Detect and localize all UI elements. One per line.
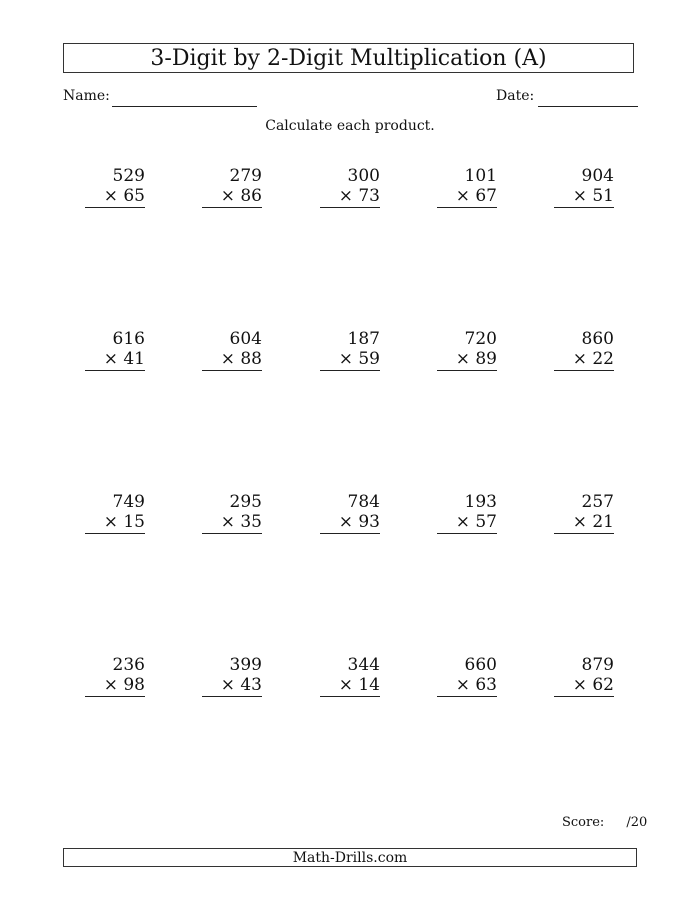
footer-site [63,848,637,867]
problem [320,329,380,371]
multiplicand: 257 [581,492,614,512]
multiplier: × 86 [202,186,262,208]
score-total: /20 [626,815,648,830]
multiplier: × 14 [320,675,380,697]
multiplier: × 62 [554,675,614,697]
multiplier: × 22 [554,349,614,371]
multiplier: × 57 [437,512,497,534]
multiplicand: 399 [229,655,262,675]
multiplicand: 616 [112,329,145,349]
multiplier: × 59 [320,349,380,371]
problem [320,655,380,697]
problem [437,329,497,371]
problem [437,166,497,208]
score-area [562,815,647,830]
multiplicand: 344 [347,655,380,675]
multiplicand: 904 [581,166,614,186]
multiplier: × 98 [85,675,145,697]
multiplicand: 660 [464,655,497,675]
multiplicand: 193 [464,492,497,512]
multiplier: × 35 [202,512,262,534]
multiplier: × 88 [202,349,262,371]
multiplier: × 67 [437,186,497,208]
multiplicand: 101 [464,166,497,186]
problem [320,166,380,208]
multiplicand: 529 [112,166,145,186]
problem [202,492,262,534]
multiplicand: 300 [347,166,380,186]
problem [320,492,380,534]
score-label: Score: [562,815,605,830]
problem [554,329,614,371]
multiplier: × 93 [320,512,380,534]
multiplicand: 604 [229,329,262,349]
multiplicand: 720 [464,329,497,349]
multiplier: × 41 [85,349,145,371]
problem [554,655,614,697]
problem [437,655,497,697]
multiplier: × 43 [202,675,262,697]
multiplicand: 784 [347,492,380,512]
multiplicand: 279 [229,166,262,186]
site-name: Math-Drills.com [292,849,408,866]
problem [437,492,497,534]
problem [85,492,145,534]
problem [202,166,262,208]
date-label: Date: [496,88,535,104]
multiplicand: 187 [347,329,380,349]
problem [202,329,262,371]
problem [554,166,614,208]
problem [85,329,145,371]
multiplicand: 295 [229,492,262,512]
multiplier: × 65 [85,186,145,208]
multiplier: × 73 [320,186,380,208]
multiplicand: 749 [112,492,145,512]
problem [85,166,145,208]
problem [85,655,145,697]
multiplier: × 51 [554,186,614,208]
problem [554,492,614,534]
multiplicand: 236 [112,655,145,675]
multiplier: × 15 [85,512,145,534]
multiplier: × 89 [437,349,497,371]
name-label: Name: [63,88,110,104]
problem [202,655,262,697]
instructions: Calculate each product. [265,118,435,134]
multiplicand: 860 [581,329,614,349]
multiplier: × 63 [437,675,497,697]
multiplicand: 879 [581,655,614,675]
multiplier: × 21 [554,512,614,534]
title-text: 3-Digit by 2-Digit Multiplication (A) [150,45,547,71]
